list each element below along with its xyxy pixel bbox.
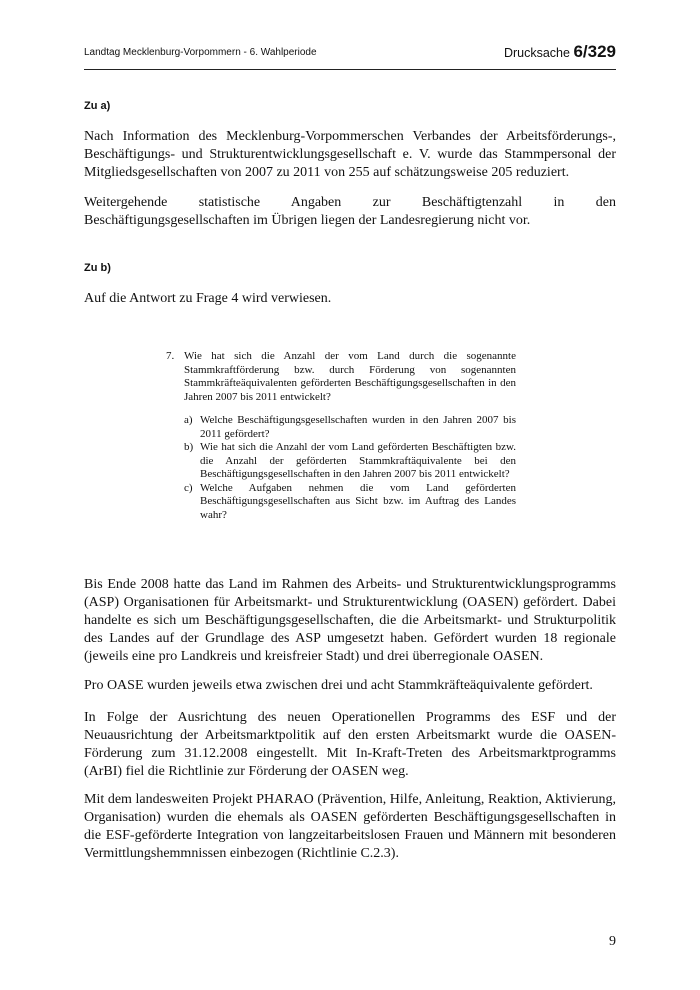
question-sub-item <box>184 441 516 482</box>
header-document-number <box>504 42 616 62</box>
section-a-paragraph-1: Nach Information des Mecklenburg-Vorpommerschen Verbandes der Arbeitsförderungs-, Beschäftigungs- und Strukturentwicklungsgesellschaft e. V. wurde das Stammpersonal der Mitgliedsgesellschaften von 2007 zu 2011 von 255 auf schätzungsweise 205 reduziert. <box>84 129 616 180</box>
answer-paragraph-3: In Folge der Ausrichtung des neuen Operationellen Programms des ESF und der Neuausrichtung der Arbeitsmarktpolitik auf den ersten Arbeitsmarkt wurde die OASEN-Förderung zum 31.12.2008 eingestellt. Mit In-Kraft-Treten des Arbeitsmarktprogramms (ArBI) fiel die Richtlinie zur Förderung der OASEN weg. <box>84 710 616 779</box>
question-text: Wie hat sich die Anzahl der vom Land durch die sogenannte Stammkraftförderung bzw. durch Förderung von sogenannten Stammkräfteäquivalenten geförderten Beschäftigungsgesellschaften in den Jahren 2007 bis 2011 entwickelt? <box>184 350 516 403</box>
question-sub-text: Welche Beschäftigungsgesellschaften wurden in den Jahren 2007 bis 2011 gefördert? <box>200 414 516 440</box>
question-sub-label: a) <box>184 414 193 426</box>
section-b-paragraph-1: Auf die Antwort zu Frage 4 wird verwiesen. <box>84 291 332 306</box>
header-divider <box>84 69 616 70</box>
question-number: 7. <box>166 350 175 362</box>
header-document-label: Drucksache <box>503 46 570 60</box>
page-number: 9 <box>609 934 616 949</box>
question-sub-text: Wie hat sich die Anzahl der vom Land geförderten Beschäftigten bzw. die Anzahl der geförderten Stammkraftäquivalente bei den Beschäftigungsgesellschaften in den Jahren 2007 bis 2011 entwickelt? <box>200 441 516 480</box>
question-sub-item <box>184 482 516 523</box>
section-a-paragraph-2: Weitergehende statistische Angaben zur Beschäftigtenzahl in den Beschäftigungsgesellschaften im Übrigen liegen der Landesregierung nicht vor. <box>84 195 616 228</box>
section-a-heading: Zu a) <box>84 100 111 112</box>
question-sub-label: c) <box>184 481 193 494</box>
question-block <box>166 350 516 522</box>
answer-paragraph-4: Mit dem landesweiten Projekt PHARAO (Prävention, Hilfe, Anleitung, Reaktion, Aktivierung, Organisation) wurden die ehemals als OASEN geförderten Beschäftigungsgesellschaften in die ESF-geförderte Integration von langzeitarbeitslosen Frauen und Männern mit besonderen Vermittlungshemmnissen einbezogen (Richtlinie C.2.3). <box>84 792 616 861</box>
header-parliament-title: Landtag Mecklenburg-Vorpommern - 6. Wahlperiode <box>84 47 317 58</box>
question-sub-label: b) <box>184 441 194 453</box>
question-sub-item <box>184 414 516 441</box>
answer-paragraph-2: Pro OASE wurden jeweils etwa zwischen drei und acht Stammkräfteäquivalente gefördert. <box>84 678 593 693</box>
section-b-heading: Zu b) <box>84 262 111 274</box>
header-document-id: 6/329 <box>573 42 616 61</box>
question-sub-text: Welche Aufgaben nehmen die vom Land geförderten Beschäftigungsgesellschaften aus Sicht bzw. im Auftrag des Landes wahr? <box>200 481 516 521</box>
answer-paragraph-1: Bis Ende 2008 hatte das Land im Rahmen des Arbeits- und Strukturentwicklungsprogramms (ASP) Organisationen für Arbeitsmarkt- und Strukturentwicklung (OASEN) gefördert. Dabei handelte es sich um Beschäftigungsgesellschaften, die die Arbeitsmarkt- und Strukturpolitik des Landes auf der Grundlage des ASP umgesetzt haben. Gefördert wurden 18 regionale (jeweils eine pro Landkreis und kreisfreier Stadt) und drei überregionale OASEN. <box>84 577 616 664</box>
